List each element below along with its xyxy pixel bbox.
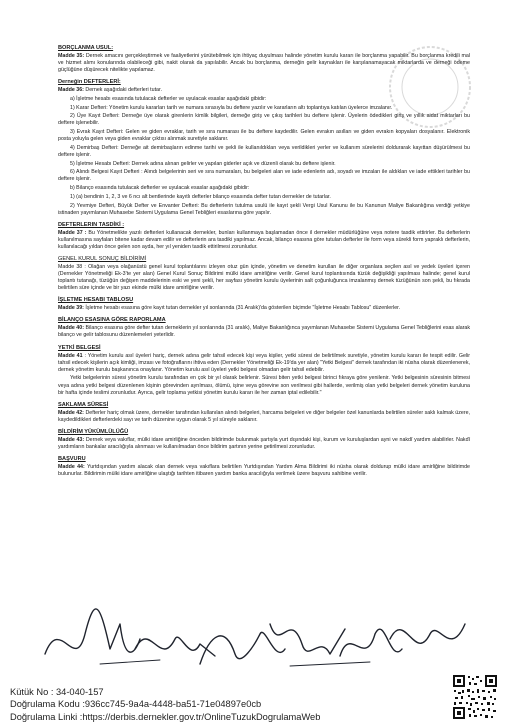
article-label: Madde 40:	[58, 325, 84, 332]
article-text: Bilanço esasına göre defter tutan derneklerin yıl sonlarında (31 aralık), Maliye Bakanlığınca yayımlanan Muhasebe Sistemi Uygulama Genel Tebliğlerini esas alarak bilanço ve gelir tablosunu düzenlemeleri yeterlidir.	[58, 325, 471, 339]
article-label: Madde 39:	[58, 305, 84, 312]
article-36-a1: 1) Karar Defteri: Yönetim kurulu kararları tarih ve numara sırasıyla bu deftere yazılır ve kararların altı toplantıya katılan üyelerce imzalanır.	[70, 104, 393, 111]
verification-footer	[10, 686, 320, 723]
signature-6	[390, 624, 465, 643]
article-label: Madde 42:	[58, 409, 84, 416]
signature-3	[200, 632, 285, 664]
section-title-notification: BİLDİRİM YÜKÜMLÜLÜĞÜ	[58, 428, 129, 435]
article-text: : Olağan veya olağanüstü genel kurul toplantılarını izleyen otuz gün içinde, yönetim ve denetim kurulları ile diğer organlara seçilen asıl ve yedek üyeleri içeren (Dernekler Yönetmeliği Ek-3'te yer alan) Genel Kurul Sonuç Bildirimi mülki idare amirliğine verilir. Genel kurul toplantısında tüzük değişikliği yapılması halinde; genel kurul toplantı tutanağı, tüzüğün değişen maddelerinin eski ve yeni şekli, her sayfası yönetim kurulu üyelerinin salt çoğunluğunca imzalanmış dernek tüzüğünün son şekli, bu fıkrada belirtilen süre içinde ve bir yazı ekinde mülki idare amirliğine verilir.	[58, 263, 470, 292]
article-label: Madde 37 :	[58, 229, 87, 236]
article-text: Dernek aşağıdaki defterleri tutar.	[83, 87, 162, 94]
article-36-a: a) İşletme hesabı esasında tutulacak defterler ve uyulacak esaslar aşağıdaki gibidir:	[70, 95, 267, 102]
article-label: Madde 38	[58, 263, 83, 270]
article-35	[58, 53, 470, 74]
article-37	[58, 230, 470, 251]
article-36-b2: 2) Yevmiye Defteri, Büyük Defter ve Envanter Defteri: Bu defterlerin tutulma usulü ile kayıt şekli Vergi Usul Kanunu ile bu Kanunun Maliye Bakanlığına verdiği yetkiye istinaden yayımlanan Muhasebe Sistemi Uygulama Genel Tebliğleri esaslarına göre yapılır.	[58, 202, 470, 216]
section-title-general-assembly: GENEL KURUL SONUÇ BİLDİRİMİ	[58, 255, 147, 262]
article-36-a2: 2) Üye Kayıt Defteri: Derneğe üye olarak girenlerin kimlik bilgileri, derneğe giriş ve çıkış tarihleri bu deftere işlenir. Üyelerin ödedikleri giriş ve yıllık aidat miktarları bu deftere işlenebilir.	[58, 113, 470, 127]
verification-link[interactable]: Doğrulama Linki :https://derbis.dernekler.gov.tr/OnlineTuzukDogrulamaWeb	[10, 711, 321, 722]
section-title-operating-account: İŞLETME HESABI TABLOSU	[58, 297, 134, 304]
signatures	[40, 594, 470, 680]
registry-number: Kütük No : 34-040-157	[10, 687, 104, 697]
article-42	[58, 410, 470, 424]
article-39	[58, 305, 470, 312]
article-41	[58, 353, 470, 374]
qr-code	[452, 674, 498, 720]
signature-1	[45, 609, 140, 654]
signature-5	[340, 629, 402, 656]
article-36-a6: 6) Alındı Belgesi Kayıt Defteri : Alındı belgelerinin seri ve sıra numaraları, bu belgeleri alan ve iade edenlerin adı, soyadı ve imzaları ile aldıkları ve iade ettikleri tarihler bu deftere işlenir.	[58, 169, 470, 183]
section-title-retention: SAKLAMA SÜRESİ	[58, 401, 109, 408]
article-36-b: b) Bilanço esasında tutulacak defterler ve uyulacak esaslar aşağıdaki gibidir:	[70, 185, 250, 192]
verification-code: Doğrulama Kodu :936cc745-9a4a-4448-ba51-71e04897e0cb	[10, 699, 262, 710]
section-title-certification: DEFTERLERIN TASDİKİ :	[58, 221, 125, 228]
section-title-authorization: YETKİ BELGESİ	[58, 344, 101, 351]
article-text: Defterler hariç olmak üzere, dernekler tarafından kullanılan alındı belgeleri, harcama belgeleri ve diğer belgeler özel kanunlarda belirtilen süreler saklı kalmak üzere, kaydedildikleri defterlerdeki sayı ve tarih düzenine uygun olarak 5 yıl süreyle saklanır.	[58, 409, 470, 423]
article-36	[58, 87, 470, 94]
article-44	[58, 464, 470, 478]
article-label: Madde 41	[58, 352, 83, 359]
article-36-b1: 1) (a) bendinin 1, 2, 3 ve 6 ncı alt bentlerinde kayıtlı defterler bilanço esasında defter tutan dernekler de tutarlar.	[70, 193, 331, 200]
article-text: Yurtdışından yardım alacak olan dernek veya vakıflara belirtilen Yurtdışından Yardım Alma Bildirimi iki nüsha olarak doldurup mülki idare amirliğine bildirimde bulunurlar. Bildirimin mülki idare amirliğine ulaştığı tarihten itibaren yardım banka aracılığıyla verilmek üzere başvuru sahibine verilir.	[58, 464, 471, 478]
article-text: : Yönetim kurulu asıl üyeleri hariç, dernek adına gelir tahsil edecek kişi veya kişiler, yetki süresi de belirtilmek suretiyle, yönetim kurulu kararı ile tespit edilir. Gelir tahsil edecek kişilerin açık kimliği, imzası ve fotoğraflarını ihtiva eden (Dernekler Yönetmeliği Ek-19'da yer alan) "Yetki Belgesi" dernek tarafından iki nüsha olarak düzenlenerek, dernek yönetim kurulu başkanınca onaylanır. Yönetim kurulu asıl üyeleri yetki belgesi olmadan gelir tahsil edebilir.	[58, 352, 471, 373]
article-36-a5: 5) İşletme Hesabı Defteri: Dernek adına alınan gelirler ve yapılan giderler açık ve düzenli olarak bu deftere işlenir.	[70, 160, 336, 167]
article-label: Madde 35:	[58, 52, 85, 59]
document-body	[58, 40, 470, 480]
signature-2	[135, 637, 215, 656]
article-label: Madde 43:	[58, 436, 85, 443]
article-text: Dernek amacını gerçekleştirmek ve faaliyetlerini yürütebilmek için ihtiyaç duyulması halinde yönetim kurulu kararı ile borçlanma yapabilir. Bu borçlanma kredili mal ve hizmet alımı konularında olabileceği gibi, nakit olarak da yapılabilir. Ancak bu borçlanma, derneğin gelir kaynakları ile karşılanamayacak miktarlarda ve derneği ödeme güçlüğüne düşürecek nitelikte yapılamaz.	[58, 52, 470, 74]
article-38	[58, 264, 470, 292]
article-43	[58, 437, 470, 451]
article-40	[58, 325, 470, 339]
section-title-application: BAŞVURU	[58, 456, 86, 463]
article-label: Madde 36:	[58, 87, 84, 94]
article-text: Dernek veya vakıflar, mülki idare amirliğine önceden bildirimde bulunmak şartıyla yurt dışındaki kişi, kurum ve kuruluşlardan ayni ve nakdî yardım alabilirler. Nakdî yardımların bankalar aracılığıyla alınması ve kullanılmadan önce bildirim şartının yerine getirilmesi zorunludur.	[58, 436, 470, 450]
section-title-borrowing: BORÇLANMA USUL:	[58, 45, 114, 51]
section-title-balance-sheet: BİLANÇO ESASINA GÖRE RAPORLAMA	[58, 317, 166, 324]
section-title-books: Derneğin DEFTERLERİ:	[58, 79, 121, 86]
article-label: Madde 44:	[58, 464, 85, 471]
signature-4	[270, 624, 345, 654]
article-41-p2: Yetki belgelerinin süresi yönetim kurulu tarafından en çok bir yıl olarak belirlenir. Süresi biten yetki belgesi birinci fıkraya göre yenilenir. Yetki belgesinin süresinin bitmesi veya adına yetki belgesi düzenlenen kişinin görevinden ayrılması, ölümü, işine veya görevine son verilmesi gibi hallerde, verilmiş olan yetki belgeleri dernek yönetim kuruluna bir hafta içinde teslimi zorunludur. Ayrıca, gelir toplama yetkisi yönetim kurulu kararı ile her zaman iptal edilebilir."	[58, 375, 470, 396]
article-36-a3: 3) Evrak Kayıt Defteri: Gelen ve giden evraklar, tarih ve sıra numarası ile bu deftere kaydedilir. Gelen evrakın asılları ve giden evrakın kopyaları dosyalanır. Elektronik posta yoluyla gelen veya giden evraklar çıktısı alınmak suretiyle saklanır.	[58, 129, 470, 143]
article-36-a4: 4) Demirbaş Defteri: Derneğe ait demirbaşların edinme tarihi ve şekli ile kullanıldıkları veya verildikleri yerler ve kullanım sürelerini doldurarak kayıttan düşürülmesi bu deftere işlenir.	[58, 144, 470, 158]
article-text: İşletme hesabı esasına göre kayıt tutan dernekler yıl sonlarında (31 Aralık)'da gösterilen biçimde "İşletme Hesabı Tablosu" düzenlerler.	[83, 305, 401, 312]
article-text: Bu Yönetmelikte yazılı defterleri kullanacak dernekler, bunları kullanmaya başlamadan önce il dernekler müdürlüğüne veya notere tasdik ettirirler. Bu defterlerin kullanılmasına sayfaları bitene kadar devam edilir ve defterlerin ara tasdiki yapılmaz. Ancak, bilanço esasına göre tutulan defterler ile form veya sürekli form yapraklı defterlerin, kullanılacağı yıldan önce gelen son ayda, her yıl yeniden tasdik ettirilmesi zorunludur.	[58, 229, 470, 250]
